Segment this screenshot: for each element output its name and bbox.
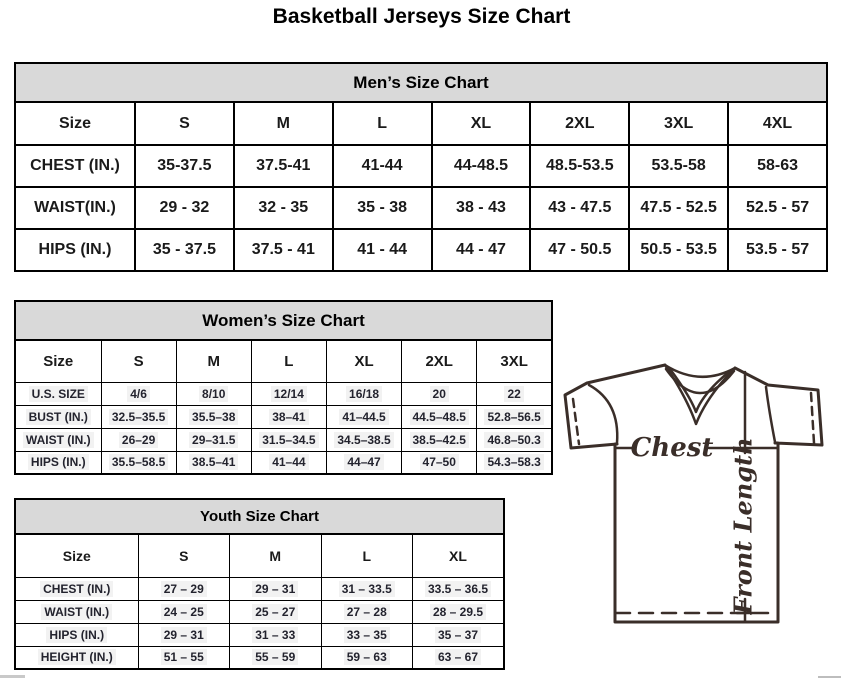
cropped-artifact-bottom-left: [0, 675, 25, 678]
mens-column-header: 4XL: [728, 102, 827, 145]
youth-value-cell: 27 – 29: [138, 577, 230, 600]
mens-column-header: 3XL: [629, 102, 728, 145]
youth-column-header: S: [138, 534, 230, 577]
youth-row-label: HIPS (IN.): [15, 623, 138, 646]
youth-header-row: [15, 534, 504, 577]
mens-value-cell: 47.5 - 52.5: [629, 187, 728, 229]
womens-column-header: XL: [326, 340, 401, 382]
mens-value-cell: 58-63: [728, 145, 827, 187]
jersey-measurement-diagram: [556, 356, 840, 636]
womens-value-cell: 16/18: [326, 382, 401, 405]
womens-value-cell: 31.5–34.5: [251, 428, 326, 451]
womens-size-chart-table: [14, 300, 553, 475]
youth-row-label: CHEST (IN.): [15, 577, 138, 600]
youth-row-label: HEIGHT (IN.): [15, 646, 138, 669]
mens-value-cell: 41-44: [333, 145, 432, 187]
mens-value-cell: 43 - 47.5: [530, 187, 629, 229]
womens-value-cell: 44.5–48.5: [402, 405, 477, 428]
womens-value-cell: 38.5–42.5: [402, 428, 477, 451]
page-title: Basketball Jerseys Size Chart: [272, 5, 571, 28]
womens-value-cell: 32.5–35.5: [101, 405, 176, 428]
mens-data-row: [15, 187, 827, 229]
womens-row-label: BUST (IN.): [15, 405, 101, 428]
youth-value-cell: 51 – 55: [138, 646, 230, 669]
mens-header-row: [15, 102, 827, 145]
mens-value-cell: 38 - 43: [432, 187, 531, 229]
chest-label: Chest: [630, 433, 714, 463]
youth-size-chart-table: [14, 498, 505, 670]
youth-value-cell: 29 – 31: [230, 577, 322, 600]
womens-value-cell: 41–44.5: [326, 405, 401, 428]
womens-value-cell: 44–47: [326, 451, 401, 474]
womens-value-cell: 35.5–58.5: [101, 451, 176, 474]
youth-data-row: [15, 623, 504, 646]
womens-value-cell: 4/6: [101, 382, 176, 405]
youth-value-cell: 55 – 59: [230, 646, 322, 669]
youth-value-cell: 33 – 35: [321, 623, 413, 646]
womens-column-header: S: [101, 340, 176, 382]
mens-value-cell: 32 - 35: [234, 187, 333, 229]
mens-value-cell: 44-48.5: [432, 145, 531, 187]
youth-value-cell: 31 – 33.5: [321, 577, 413, 600]
youth-value-cell: 59 – 63: [321, 646, 413, 669]
mens-column-header: XL: [432, 102, 531, 145]
mens-value-cell: 37.5-41: [234, 145, 333, 187]
youth-value-cell: 33.5 – 36.5: [413, 577, 505, 600]
youth-data-row: [15, 600, 504, 623]
cropped-artifact-bottom-right: [818, 676, 841, 678]
left-armhole-seam: [589, 385, 617, 443]
mens-value-cell: 48.5-53.5: [530, 145, 629, 187]
right-armhole-seam: [766, 387, 775, 442]
youth-value-cell: 28 – 29.5: [413, 600, 505, 623]
womens-value-cell: 22: [477, 382, 552, 405]
womens-value-cell: 38.5–41: [176, 451, 251, 474]
mens-value-cell: 53.5 - 57: [728, 229, 827, 271]
youth-value-cell: 25 – 27: [230, 600, 322, 623]
mens-chart-title: Men’s Size Chart: [14, 62, 828, 101]
womens-value-cell: 20: [402, 382, 477, 405]
mens-value-cell: 41 - 44: [333, 229, 432, 271]
womens-value-cell: 8/10: [176, 382, 251, 405]
youth-data-row: [15, 577, 504, 600]
youth-data-row: [15, 646, 504, 669]
youth-column-header: XL: [413, 534, 505, 577]
womens-value-cell: 26–29: [101, 428, 176, 451]
womens-value-cell: 41–44: [251, 451, 326, 474]
womens-chart-title: Women’s Size Chart: [14, 300, 553, 339]
youth-column-header: L: [321, 534, 413, 577]
youth-value-cell: 31 – 33: [230, 623, 322, 646]
vneck-inner: [670, 369, 730, 412]
mens-value-cell: 35 - 38: [333, 187, 432, 229]
mens-value-cell: 50.5 - 53.5: [629, 229, 728, 271]
womens-column-header: L: [251, 340, 326, 382]
left-cuff-dashed-line: [573, 399, 579, 444]
mens-value-cell: 44 - 47: [432, 229, 531, 271]
womens-value-cell: 52.8–56.5: [477, 405, 552, 428]
mens-column-header: Size: [15, 102, 135, 145]
mens-value-cell: 37.5 - 41: [234, 229, 333, 271]
womens-column-header: M: [176, 340, 251, 382]
womens-value-cell: 29–31.5: [176, 428, 251, 451]
womens-column-header: Size: [15, 340, 101, 382]
womens-row-label: U.S. SIZE: [15, 382, 101, 405]
womens-value-cell: 38–41: [251, 405, 326, 428]
womens-value-cell: 34.5–38.5: [326, 428, 401, 451]
womens-value-cell: 47–50: [402, 451, 477, 474]
mens-column-header: L: [333, 102, 432, 145]
mens-value-cell: 29 - 32: [135, 187, 234, 229]
mens-column-header: M: [234, 102, 333, 145]
mens-value-cell: 35 - 37.5: [135, 229, 234, 271]
mens-column-header: 2XL: [530, 102, 629, 145]
right-cuff-dashed-line: [811, 393, 814, 443]
mens-row-label: HIPS (IN.): [15, 229, 135, 271]
mens-value-cell: 35-37.5: [135, 145, 234, 187]
mens-value-cell: 47 - 50.5: [530, 229, 629, 271]
youth-value-cell: 24 – 25: [138, 600, 230, 623]
youth-value-cell: 35 – 37: [413, 623, 505, 646]
womens-value-cell: 54.3–58.3: [477, 451, 552, 474]
mens-value-cell: 53.5-58: [629, 145, 728, 187]
youth-chart-title: Youth Size Chart: [14, 498, 505, 533]
womens-data-row: [15, 428, 552, 451]
mens-data-row: [15, 145, 827, 187]
mens-column-header: S: [135, 102, 234, 145]
womens-data-row: [15, 451, 552, 474]
womens-header-row: [15, 340, 552, 382]
youth-row-label: WAIST (IN.): [15, 600, 138, 623]
youth-column-header: Size: [15, 534, 138, 577]
mens-row-label: CHEST (IN.): [15, 145, 135, 187]
front-length-label: Front Length: [728, 437, 758, 615]
youth-value-cell: 63 – 67: [413, 646, 505, 669]
womens-value-cell: 12/14: [251, 382, 326, 405]
womens-value-cell: 46.8–50.3: [477, 428, 552, 451]
mens-size-chart-table: [14, 62, 828, 272]
mens-data-row: [15, 229, 827, 271]
youth-value-cell: 29 – 31: [138, 623, 230, 646]
mens-row-label: WAIST(IN.): [15, 187, 135, 229]
womens-value-cell: 35.5–38: [176, 405, 251, 428]
youth-value-cell: 27 – 28: [321, 600, 413, 623]
womens-row-label: WAIST (IN.): [15, 428, 101, 451]
womens-row-label: HIPS (IN.): [15, 451, 101, 474]
womens-data-row: [15, 405, 552, 428]
womens-data-row: [15, 382, 552, 405]
youth-column-header: M: [230, 534, 322, 577]
womens-column-header: 2XL: [402, 340, 477, 382]
mens-value-cell: 52.5 - 57: [728, 187, 827, 229]
womens-column-header: 3XL: [477, 340, 552, 382]
